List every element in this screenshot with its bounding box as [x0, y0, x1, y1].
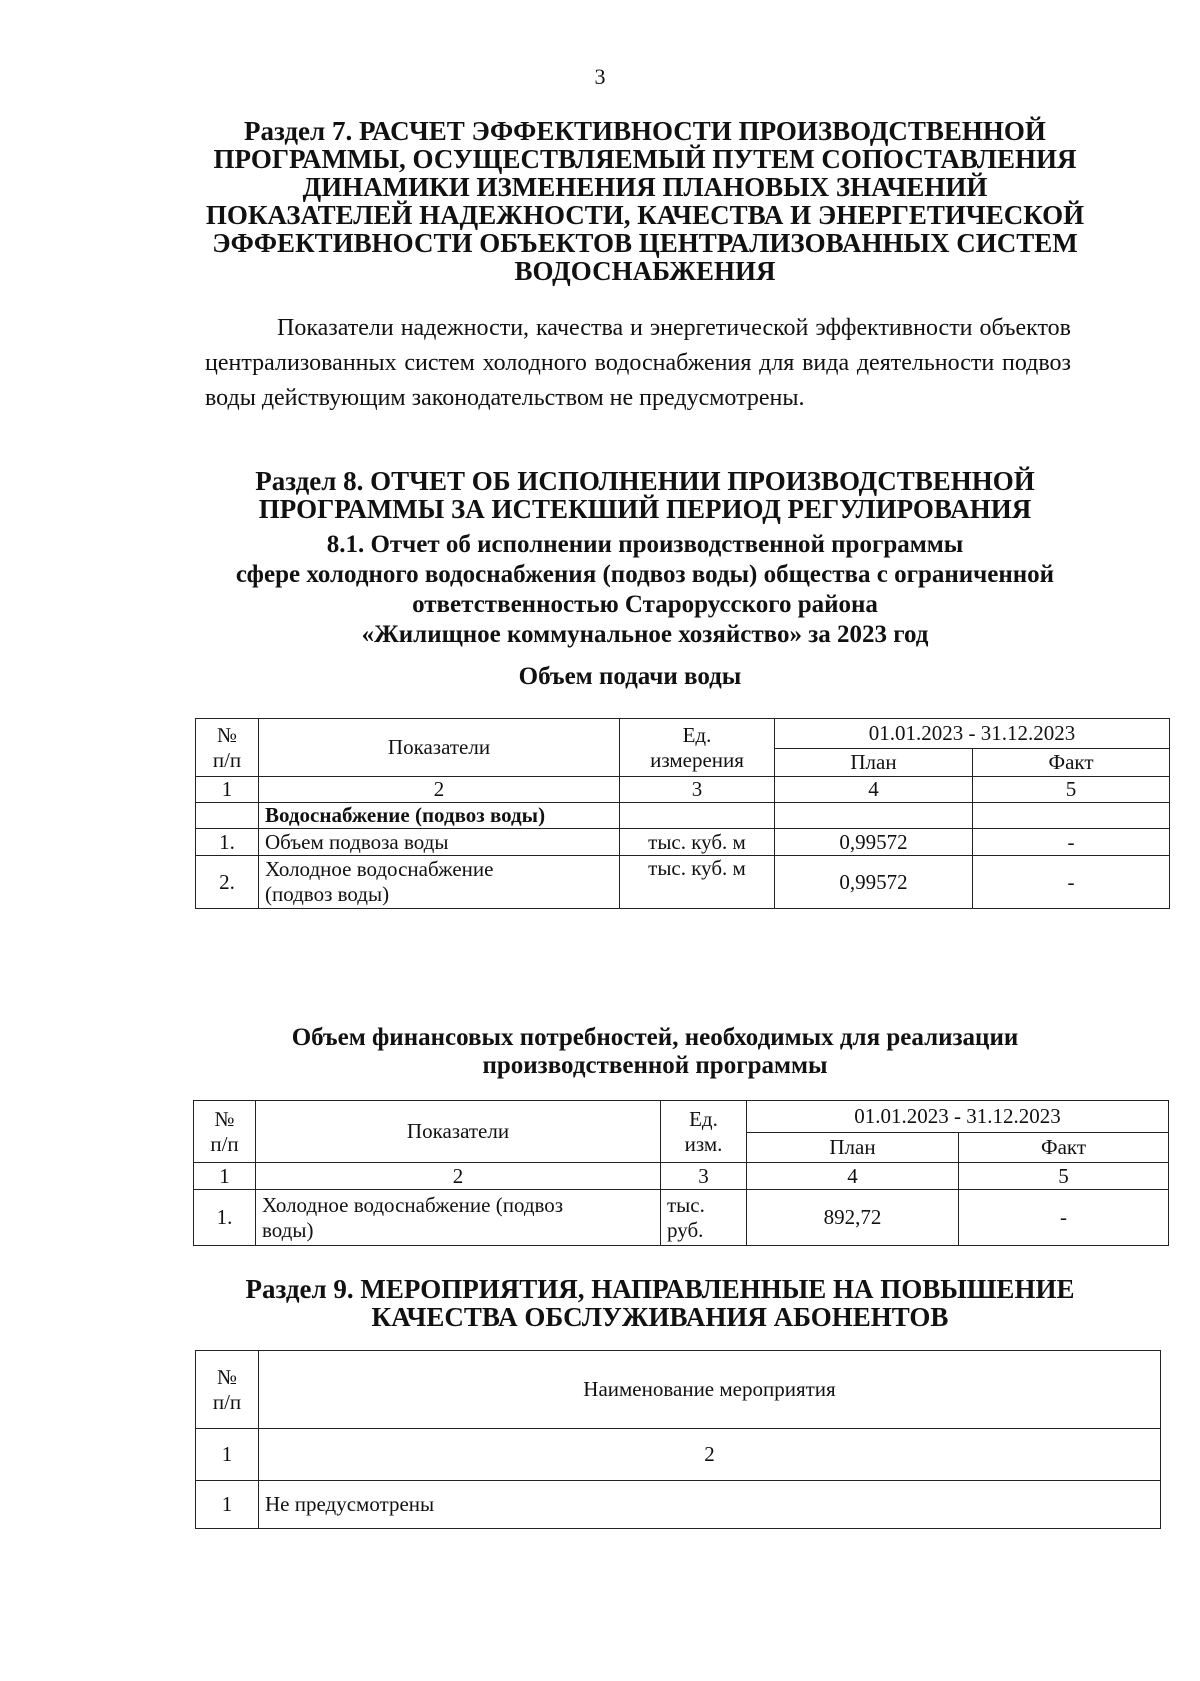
column-number-cell: 4 — [775, 777, 973, 803]
section7-title-line: ДИНАМИКИ ИЗМЕНЕНИЯ ПЛАНОВЫХ ЗНАЧЕНИЙ — [302, 172, 988, 202]
column-number-cell: 1 — [196, 777, 259, 803]
table-group-row — [196, 803, 1170, 829]
column-number-cell: 2 — [259, 777, 620, 803]
header-fact: Факт — [973, 749, 1170, 777]
section8-subtitle — [190, 530, 1100, 650]
row-indicator: Холодное водоснабжение (подвоз воды) — [259, 856, 620, 909]
section7-title-line: ЭФФЕКТИВНОСТИ ОБЪЕКТОВ ЦЕНТРАЛИЗОВАННЫХ СИСТЕМ — [212, 228, 1078, 258]
row-indicator: Холодное водоснабжение (подвоз воды) — [256, 1190, 661, 1246]
column-number-cell: 3 — [661, 1163, 747, 1190]
column-number-cell: 3 — [620, 777, 775, 803]
header-number: № п/п — [196, 1351, 259, 1429]
header-unit: Ед. измерения — [620, 719, 775, 777]
table2-title-line: производственной программы — [482, 1052, 828, 1079]
row-number: 1 — [196, 1481, 259, 1529]
section8-title — [205, 467, 1085, 523]
row-unit: тыс. куб. м — [620, 856, 775, 909]
table-row — [194, 1190, 1169, 1246]
section7-title-line: Раздел 7. РАСЧЕТ ЭФФЕКТИВНОСТИ ПРОИЗВОДСТВЕННОЙ — [244, 116, 1046, 146]
row-measure-name: Не предусмотрены — [259, 1481, 1161, 1529]
table2-title-line: Объем финансовых потребностей, необходимых для реализации — [291, 1024, 1019, 1051]
table-row — [196, 829, 1170, 856]
column-number-cell: 1 — [196, 1429, 259, 1481]
page-number: 3 — [594, 64, 606, 89]
table1-title: Объем подачи воды — [518, 663, 742, 690]
section7-paragraph-text: Показатели надежности, качества и энергетической эффективности объектов централизованных систем холодного водоснабжения для вида деятельности подвоз воды действующим законодательством не предусмотрены. — [205, 315, 1071, 411]
header-fact: Факт — [959, 1133, 1169, 1163]
row-indicator: Объем подвоза воды — [259, 829, 620, 856]
header-plan: План — [747, 1133, 959, 1163]
row-number: 1. — [196, 829, 259, 856]
header-period: 01.01.2023 - 31.12.2023 — [775, 719, 1170, 749]
section9-title-line: Раздел 9. МЕРОПРИЯТИЯ, НАПРАВЛЕННЫЕ НА ПОВЫШЕНИЕ — [245, 1274, 1075, 1304]
section8-subtitle-line: ответственностью Старорусского района — [412, 591, 878, 618]
row-unit: тыс. руб. — [661, 1190, 747, 1246]
header-indicator: Показатели — [259, 719, 620, 777]
row-fact: - — [959, 1190, 1169, 1246]
header-number: № п/п — [194, 1101, 256, 1163]
section7-paragraph — [205, 311, 1071, 416]
section7-title — [205, 117, 1085, 285]
section8-title-line: ПРОГРАММЫ ЗА ИСТЕКШИЙ ПЕРИОД РЕГУЛИРОВАНИЯ — [258, 494, 1032, 524]
section7-title-line: ВОДОСНАБЖЕНИЯ — [514, 256, 776, 286]
group-label: Водоснабжение (подвоз воды) — [259, 803, 620, 829]
header-number: № п/п — [196, 719, 259, 777]
column-number-cell: 4 — [747, 1163, 959, 1190]
section8-title-line: Раздел 8. ОТЧЕТ ОБ ИСПОЛНЕНИИ ПРОИЗВОДСТВЕННОЙ — [255, 466, 1035, 496]
column-number-cell: 1 — [194, 1163, 256, 1190]
header-plan: План — [775, 749, 973, 777]
financial-needs-table — [193, 1100, 1169, 1246]
column-number-cell: 5 — [959, 1163, 1169, 1190]
header-indicator: Показатели — [256, 1101, 661, 1163]
section7-title-line: ПРОГРАММЫ, ОСУЩЕСТВЛЯЕМЫЙ ПУТЕМ СОПОСТАВЛЕНИЯ — [213, 144, 1077, 174]
row-plan: 0,99572 — [775, 856, 973, 909]
section9-title-line: КАЧЕСТВА ОБСЛУЖИВАНИЯ АБОНЕНТОВ — [371, 1302, 949, 1332]
row-plan: 0,99572 — [775, 829, 973, 856]
row-plan: 892,72 — [747, 1190, 959, 1246]
column-number-cell: 5 — [973, 777, 1170, 803]
table-row — [196, 856, 1170, 909]
section8-subtitle-line: 8.1. Отчет об исполнении производственной программы — [326, 531, 964, 558]
row-unit: тыс. куб. м — [620, 829, 775, 856]
table-row — [196, 1481, 1161, 1529]
header-measure-name: Наименование мероприятия — [259, 1351, 1161, 1429]
row-number: 1. — [194, 1190, 256, 1246]
header-unit: Ед. изм. — [661, 1101, 747, 1163]
row-number: 2. — [196, 856, 259, 909]
header-period: 01.01.2023 - 31.12.2023 — [747, 1101, 1169, 1133]
section9-title — [200, 1275, 1120, 1331]
row-fact: - — [973, 856, 1170, 909]
section8-subtitle-line: сфере холодного водоснабжения (подвоз воды) общества с ограниченной — [235, 561, 1055, 588]
water-supply-table — [195, 718, 1170, 909]
column-number-cell: 2 — [259, 1429, 1161, 1481]
table2-title — [205, 1024, 1105, 1080]
row-fact: - — [973, 829, 1170, 856]
column-number-cell: 2 — [256, 1163, 661, 1190]
section8-subtitle-line: «Жилищное коммунальное хозяйство» за 2023 год — [361, 621, 929, 648]
section7-title-line: ПОКАЗАТЕЛЕЙ НАДЕЖНОСТИ, КАЧЕСТВА И ЭНЕРГЕТИЧЕСКОЙ — [205, 200, 1085, 230]
measures-table — [195, 1350, 1161, 1529]
